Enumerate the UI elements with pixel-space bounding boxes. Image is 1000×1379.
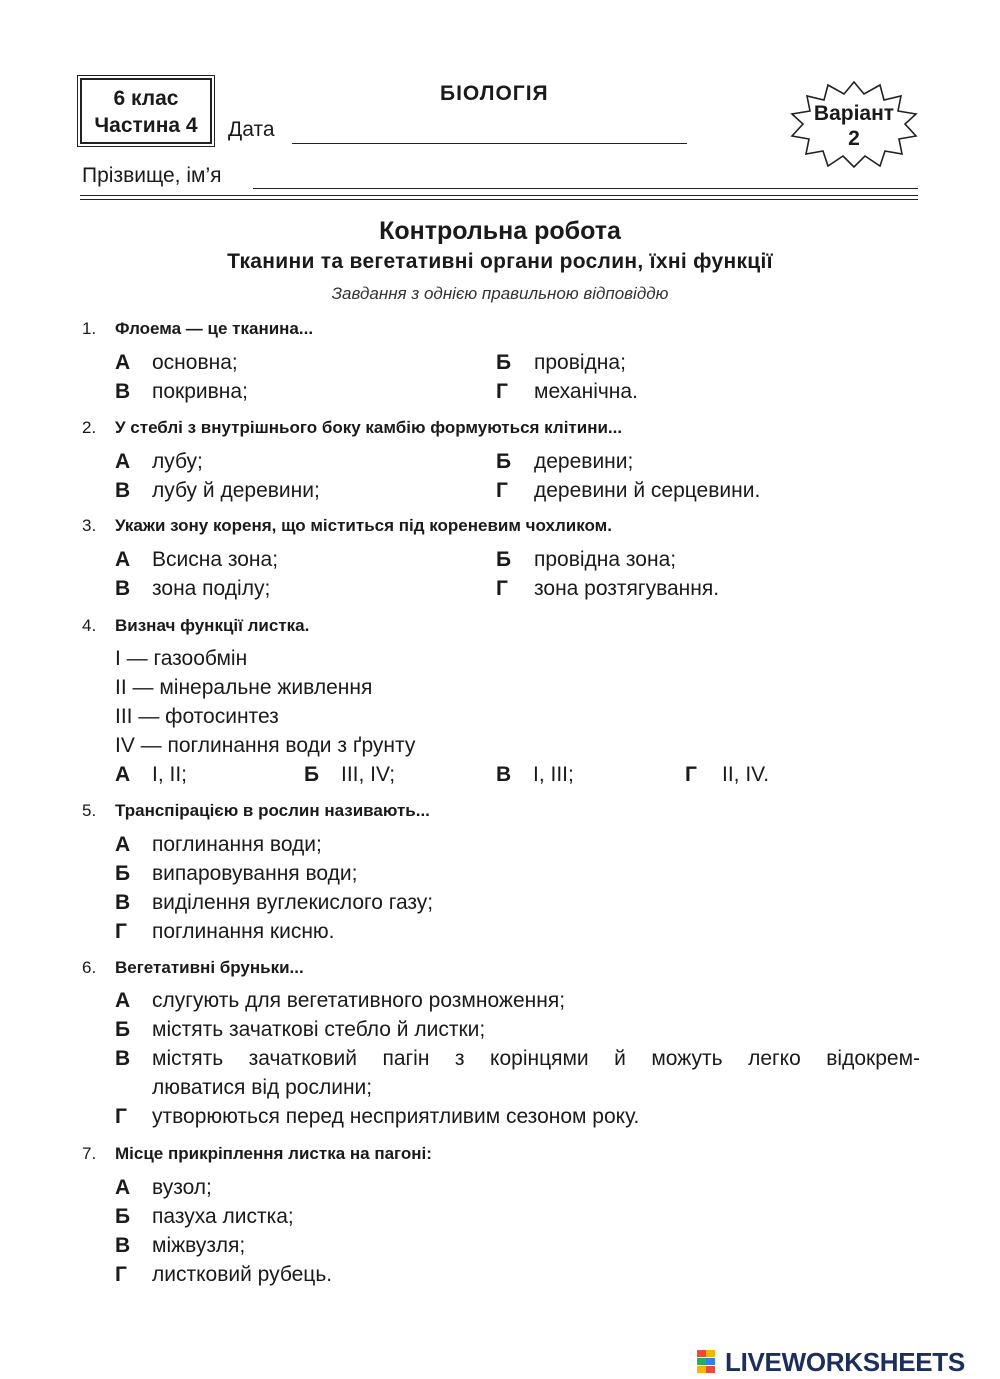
option-4a[interactable]: А I, II; [115, 763, 188, 786]
option-5v[interactable]: В виділення вуглекислого газу; [115, 891, 434, 914]
option-7b[interactable]: Б пазуха листка; [115, 1205, 294, 1228]
date-field[interactable] [292, 143, 687, 144]
page-title: Контрольна робота [379, 217, 621, 245]
page-subtitle: Тканини та вегетативні органи рослин, їхні функції [227, 250, 773, 273]
option-2a[interactable]: А лубу; [115, 450, 203, 473]
grade-label: 6 клас [113, 87, 179, 110]
logo-blocks-icon [697, 1350, 725, 1374]
question-number: 6. [82, 958, 97, 977]
question-3 [82, 516, 612, 536]
question-6 [82, 958, 304, 978]
option-4b[interactable]: Б III, IV; [304, 763, 396, 786]
option-7v[interactable]: В міжвузля; [115, 1234, 246, 1257]
variant-label: Варіант [813, 102, 895, 125]
question-7 [82, 1144, 432, 1164]
option-1a[interactable]: А основна; [115, 351, 238, 374]
part-label: Частина 4 [94, 114, 198, 137]
logo-text: LIVEWORKSHEETS [725, 1347, 965, 1377]
question-number: 5. [82, 801, 97, 820]
question-number: 4. [82, 616, 97, 635]
option-6v-continuation: люватися від рослини; [152, 1076, 373, 1099]
date-label: Дата [228, 118, 275, 141]
option-6b[interactable]: Б містять зачаткові стебло й листки; [115, 1018, 486, 1041]
grade-box [80, 78, 212, 144]
option-5b[interactable]: Б випаровування води; [115, 862, 358, 885]
option-3b[interactable]: Б провідна зона; [496, 548, 677, 571]
variant-number: 2 [848, 127, 860, 150]
header-divider-thin [80, 199, 918, 200]
question-5 [82, 801, 430, 821]
question-number: 7. [82, 1144, 97, 1163]
question-text: У стеблі з внутрішнього боку камбію формуються клітини... [115, 418, 623, 437]
question-text: Укажи зону кореня, що міститься під кореневим чохликом. [115, 516, 612, 535]
question-4 [82, 616, 309, 636]
question-number: 2. [82, 418, 97, 437]
question-text: Місце прикріплення листка на пагоні: [115, 1144, 432, 1163]
question-1 [82, 319, 313, 339]
option-1v[interactable]: В покривна; [115, 380, 248, 403]
statement-1: I — газообмін [115, 647, 248, 670]
statement-3: III — фотосинтез [115, 705, 279, 728]
option-6g[interactable]: Г утворюються перед несприятливим сезоном року. [115, 1105, 640, 1128]
option-4g[interactable]: Г II, IV. [685, 763, 770, 786]
option-7g[interactable]: Г листковий рубець. [115, 1263, 333, 1286]
option-3g[interactable]: Г зона розтягування. [496, 577, 720, 600]
option-4v[interactable]: В I, III; [496, 763, 574, 786]
question-number: 1. [82, 319, 97, 338]
option-1g[interactable]: Г механічна. [496, 380, 638, 403]
option-3a[interactable]: А Всисна зона; [115, 548, 279, 571]
question-number: 3. [82, 516, 97, 535]
option-3v[interactable]: В зона поділу; [115, 577, 271, 600]
option-1b[interactable]: Б провідна; [496, 351, 626, 374]
question-2 [82, 418, 622, 438]
question-text: Транспірацією в рослин називають... [115, 801, 430, 820]
option-6v[interactable]: В містять зачатковий пагін з корінцями й можуть легко відокрем- [115, 1047, 920, 1070]
option-5g[interactable]: Г поглинання кисню. [115, 920, 335, 943]
variant-badge [788, 80, 920, 168]
instruction: Завдання з однією правильною відповіддю [331, 284, 669, 303]
option-2b[interactable]: Б деревини; [496, 450, 634, 473]
question-text: Визнач функції листка. [115, 616, 310, 635]
option-5a[interactable]: А поглинання води; [115, 833, 322, 856]
name-label: Прізвище, ім’я [82, 164, 222, 187]
option-6a[interactable]: А слугують для вегетативного розмноження; [115, 989, 566, 1012]
subject-title: БІОЛОГІЯ [440, 82, 549, 105]
question-text: Вегетативні бруньки... [115, 958, 304, 977]
statement-2: II — мінеральне живлення [115, 676, 373, 699]
statement-4: IV — поглинання води з ґрунту [115, 734, 416, 757]
option-2v[interactable]: В лубу й деревини; [115, 479, 320, 502]
name-field[interactable] [253, 188, 918, 189]
option-2g[interactable]: Г деревини й серцевини. [496, 479, 761, 502]
header-divider [80, 195, 918, 196]
question-text: Флоема — це тканина... [115, 319, 314, 338]
option-7a[interactable]: А вузол; [115, 1176, 212, 1199]
